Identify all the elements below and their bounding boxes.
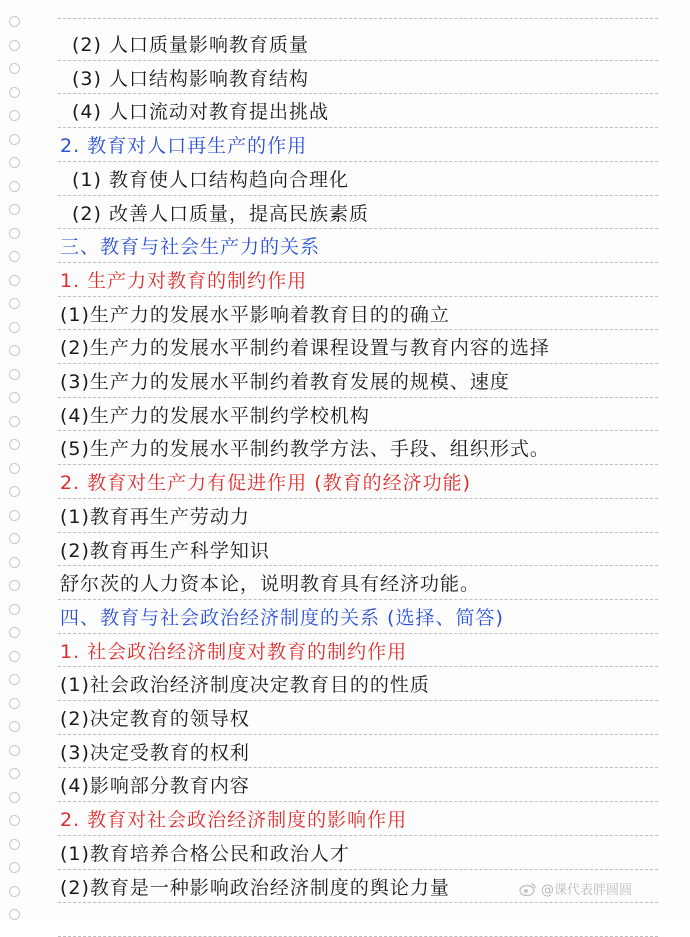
rule-line — [58, 18, 658, 19]
note-line: (4)生产力的发展水平制约学校机构 — [60, 404, 370, 427]
note-line: 2. 教育对人口再生产的作用 — [60, 135, 308, 158]
note-line: (1)教育培养合格公民和政治人才 — [60, 842, 350, 865]
binder-ring — [9, 580, 20, 591]
binder-ring — [9, 486, 20, 497]
binder-ring — [9, 181, 20, 192]
note-line: (2) 改善人口质量，提高民族素质 — [72, 202, 369, 225]
binder-ring — [9, 698, 20, 709]
note-line: 1. 生产力对教育的制约作用 — [60, 269, 308, 292]
binder-ring — [9, 16, 20, 27]
note-line: (2)教育再生产科学知识 — [60, 539, 270, 562]
binder-ring — [9, 604, 20, 615]
note-line: 1. 社会政治经济制度对教育的制约作用 — [60, 640, 408, 663]
note-line: (1) 教育使人口结构趋向合理化 — [72, 168, 349, 191]
binder-ring — [9, 416, 20, 427]
binder-ring — [9, 369, 20, 380]
binder-ring — [9, 510, 20, 521]
note-line: (4)影响部分教育内容 — [60, 775, 250, 798]
binder-ring — [9, 533, 20, 544]
note-line: (3)决定受教育的权利 — [60, 741, 250, 764]
binder-ring — [9, 651, 20, 662]
binder-ring — [9, 463, 20, 474]
binder-ring — [9, 275, 20, 286]
binder-ring — [9, 251, 20, 262]
binder-ring — [9, 63, 20, 74]
binder-ring — [9, 345, 20, 356]
binder-ring — [9, 839, 20, 850]
note-line: 舒尔茨的人力资本论，说明教育具有经济功能。 — [60, 573, 481, 596]
watermark — [519, 881, 632, 901]
weibo-logo-icon — [519, 882, 537, 896]
binder-ring — [9, 110, 20, 121]
binder-ring — [9, 745, 20, 756]
binder-ring — [9, 204, 20, 215]
binder-ring — [9, 627, 20, 638]
binder-ring — [9, 792, 20, 803]
binder-ring — [9, 87, 20, 98]
note-line: (5)生产力的发展水平制约教学方法、手段、组织形式。 — [60, 438, 550, 461]
note-line: (1)生产力的发展水平影响着教育目的的确立 — [60, 303, 450, 326]
note-line: (4) 人口流动对教育提出挑战 — [72, 101, 329, 124]
binder-ring — [9, 721, 20, 732]
note-line: (3)生产力的发展水平制约着教育发展的规模、速度 — [60, 371, 510, 393]
binder-ring — [9, 228, 20, 239]
note-line: 2. 教育对社会政治经济制度的影响作用 — [60, 809, 408, 832]
note-line: 四、教育与社会政治经济制度的关系 (选择、简答) — [60, 606, 504, 629]
binder-ring — [9, 862, 20, 873]
binder-ring — [9, 439, 20, 450]
note-line: (1)社会政治经济制度决定教育目的的性质 — [60, 674, 430, 697]
note-line: (3) 人口结构影响教育结构 — [72, 67, 309, 90]
binder-ring — [9, 392, 20, 403]
binder-ring — [9, 909, 20, 920]
binder-ring — [9, 768, 20, 779]
binder-ring — [9, 40, 20, 51]
binder-ring — [9, 674, 20, 685]
binder-ring — [9, 886, 20, 897]
binder-ring — [9, 322, 20, 333]
note-line: 2. 教育对生产力有促进作用 (教育的经济功能) — [60, 472, 472, 495]
binder-ring — [9, 298, 20, 309]
watermark-text: @课代表胖圆圆 — [540, 883, 632, 898]
binder-ring — [9, 157, 20, 168]
note-line: (1)教育再生产劳动力 — [60, 505, 250, 528]
note-line: 三、教育与社会生产力的关系 — [60, 236, 321, 259]
note-line: (2)教育是一种影响政治经济制度的舆论力量 — [60, 876, 450, 899]
note-line: (2)生产力的发展水平制约着课程设置与教育内容的选择 — [60, 337, 550, 360]
note-line: (2) 人口质量影响教育质量 — [72, 34, 309, 56]
binder-ring — [9, 815, 20, 826]
binder-ring — [9, 134, 20, 145]
binder-ring — [9, 557, 20, 568]
note-line: (2)决定教育的领导权 — [60, 708, 250, 730]
